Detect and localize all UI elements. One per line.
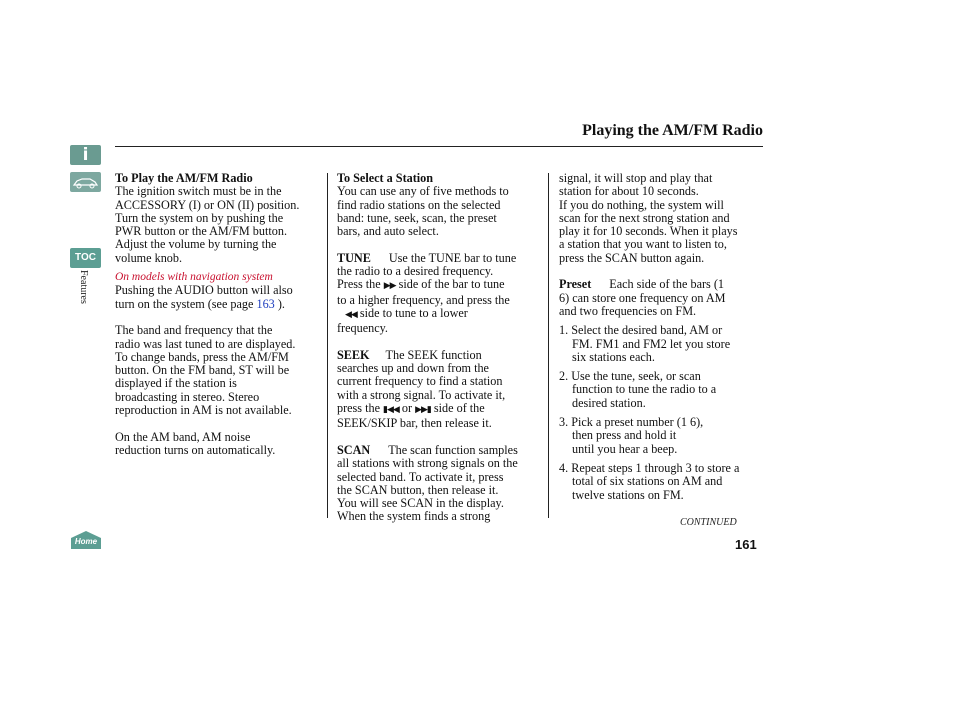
text-line: all stations with strong signals on the: [337, 456, 518, 471]
text-line: to a higher frequency, and press the: [337, 292, 510, 307]
text-line: scan for the next strong station and: [559, 210, 730, 225]
skip-forward-icon: ▶▶▮: [415, 405, 431, 416]
text-line: You can use any of five methods to: [337, 184, 509, 199]
text-line: PWR button or the AM/FM button.: [115, 224, 287, 239]
text-line: To change bands, press the AM/FM: [115, 349, 289, 364]
toc-button[interactable]: [70, 248, 101, 268]
column-3: [559, 172, 769, 502]
seek-label: SEEK: [337, 347, 370, 362]
section-heading: To Play the AM/FM Radio: [115, 171, 253, 185]
scan-label: SCAN: [337, 442, 371, 457]
preset-label: Preset: [559, 277, 592, 292]
text-line: SEEK/SKIP bar, then release it.: [337, 416, 492, 431]
skip-back-icon: ▮◀◀: [383, 405, 399, 416]
section-heading: To Select a Station: [337, 171, 434, 185]
list-item: 2. Use the tune, seek, or scan function to tune the radio to a desired station.: [559, 369, 717, 410]
text-line: and two frequencies on FM.: [559, 303, 697, 318]
car-icon: [70, 172, 101, 192]
text-line: current frequency to find a station: [337, 374, 503, 389]
home-label: Home: [74, 537, 98, 546]
text-line: radio was last tuned to are displayed.: [115, 336, 296, 351]
text-line: with a strong signal. To activate it,: [337, 387, 506, 402]
header-rule: [115, 146, 763, 147]
text-line: play it for 10 seconds. When it plays: [559, 224, 738, 239]
page-link[interactable]: 163: [256, 296, 275, 311]
text-line: find radio stations on the selected: [337, 197, 501, 212]
text-line: selected band. To activate it, press: [337, 469, 504, 484]
text-line: Preset Each side of the bars (1: [559, 277, 724, 292]
continued-label: CONTINUED: [680, 517, 737, 528]
text-line: When the system finds a strong: [337, 509, 491, 524]
text-line: You will see SCAN in the display.: [337, 496, 504, 511]
section-label: Features: [78, 270, 89, 304]
info-icon: i: [82, 145, 89, 165]
home-button[interactable]: [70, 530, 102, 550]
text-line: the radio to a desired frequency.: [337, 264, 494, 279]
text-line: The band and frequency that the: [115, 323, 273, 338]
text-line: If you do nothing, the system will: [559, 197, 724, 212]
text-line: ACCESSORY (I) or ON (II) position.: [115, 197, 300, 212]
text-line: the SCAN button, then release it.: [337, 482, 499, 497]
page-title: Playing the AM/FM Radio: [582, 122, 763, 139]
toc-label: TOC: [75, 252, 96, 263]
column-2: [337, 172, 545, 524]
text-line: Pushing the AUDIO button will also: [115, 283, 293, 298]
list-item: 4. Repeat steps 1 through 3 to store a total of six stations on AM and twelve stations on FM.: [559, 460, 740, 502]
text-line: band: tune, seek, scan, the preset: [337, 210, 497, 225]
text-line: reduction turns on automatically.: [115, 442, 276, 457]
column-divider: [548, 173, 549, 518]
text-line: press the SCAN button again.: [559, 250, 705, 265]
text-line: reproduction in AM is not available.: [115, 403, 292, 418]
text-line: button. On the FM band, ST will be: [115, 363, 290, 378]
text-line: ◀◀ side to tune to a lower: [345, 305, 468, 320]
list-item: 3. Pick a preset number (1 6), then press and hold it until you hear a beep.: [559, 415, 704, 456]
text-line: SCAN The scan function samples: [337, 442, 518, 457]
navigation-note: On models with navigation system: [115, 271, 273, 284]
text-line: 6) can store one frequency on AM: [559, 290, 726, 305]
text-line: broadcasting in stereo. Stereo: [115, 389, 260, 404]
text-line: Adjust the volume by turning the: [115, 237, 277, 252]
text-line: signal, it will stop and play that: [559, 171, 713, 185]
column-1: [115, 172, 323, 457]
text-line: a station that you want to listen to,: [559, 237, 727, 252]
text-line: station for about 10 seconds.: [559, 184, 699, 199]
tune-down-icon: ◀◀: [345, 309, 357, 320]
text-line: displayed if the station is: [115, 376, 237, 391]
text-line: frequency.: [337, 321, 388, 336]
vehicle-index-button[interactable]: [70, 172, 101, 192]
text-line: press the ▮◀◀ or ▶▶▮ side of the: [337, 401, 485, 416]
text-line: volume knob.: [115, 250, 183, 265]
text-line: Press the ▶▶ side of the bar to tune: [337, 277, 505, 292]
text-line: Turn the system on by pushing the: [115, 210, 284, 225]
tune-up-icon: ▶▶: [383, 281, 396, 292]
text-line: turn on the system (see page 163 ).: [115, 296, 285, 311]
list-item: 1. Select the desired band, AM or FM. FM1 and FM2 let you store six stations each.: [559, 323, 731, 364]
text-line: searches up and down from the: [337, 361, 489, 376]
page-number: 161: [735, 537, 757, 552]
text-line: On the AM band, AM noise: [115, 429, 251, 444]
column-divider: [327, 173, 328, 518]
text-line: TUNE Use the TUNE bar to tune: [337, 250, 517, 265]
text-line: bars, and auto select.: [337, 224, 439, 239]
text-line: SEEK The SEEK function: [337, 347, 482, 362]
tune-label: TUNE: [337, 250, 371, 265]
info-button[interactable]: [70, 145, 101, 165]
text-line: The ignition switch must be in the: [115, 184, 282, 199]
